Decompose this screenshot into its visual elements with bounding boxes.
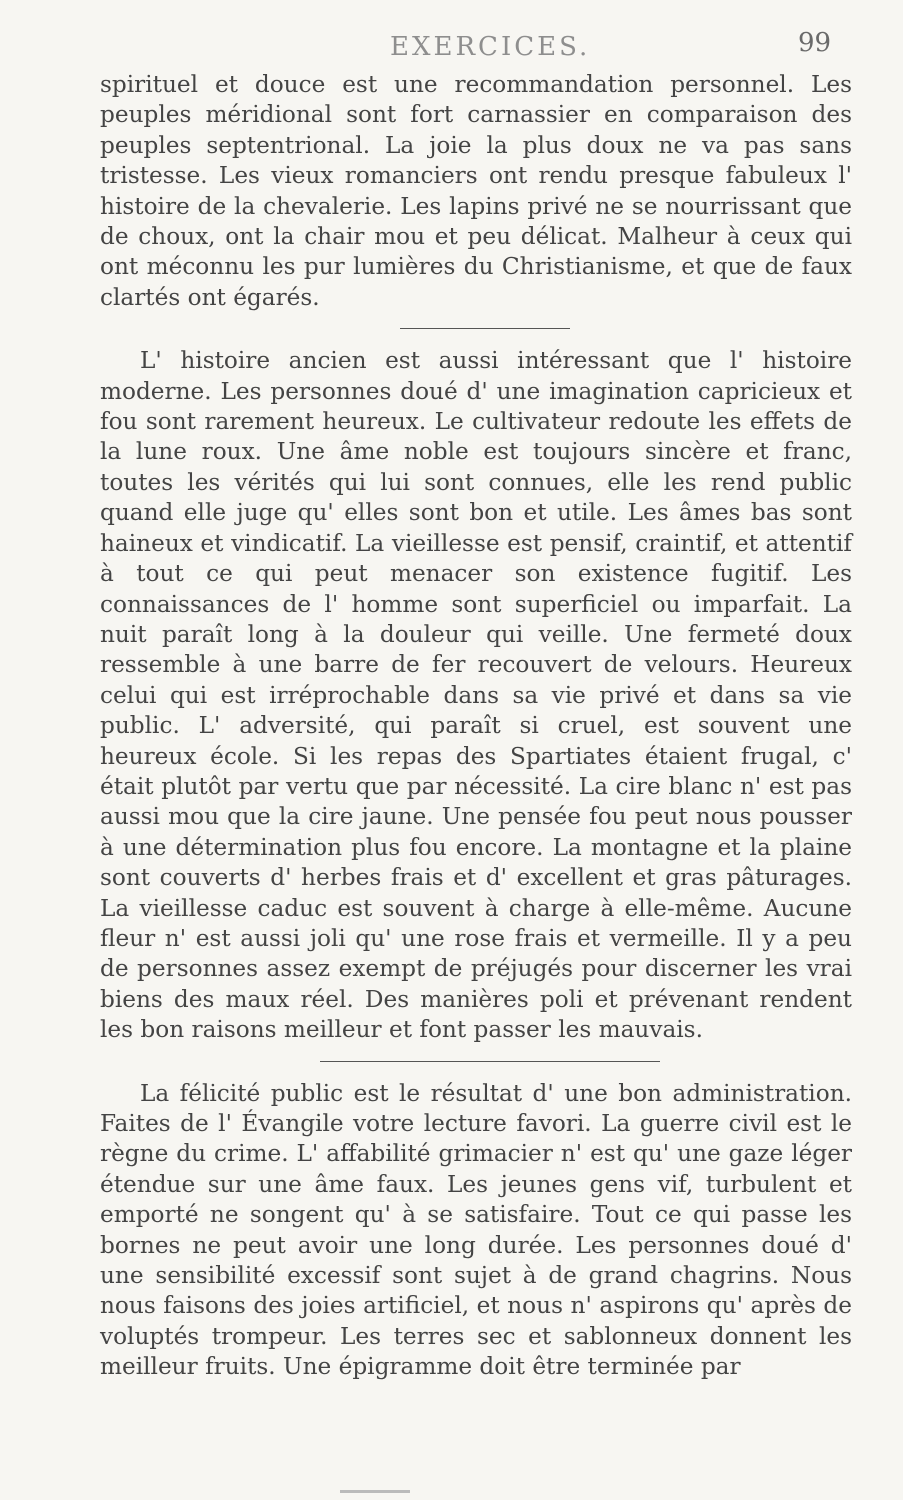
running-title: EXERCICES.	[390, 32, 591, 62]
page-number: 99	[798, 28, 832, 58]
paragraph-3: La félicité public est le résultat d' une bon administration. Faites de l' Évangile votre lecture favori. La guerre civil est le règne du crime. L' affabilité grimacier n' est qu' une gaze léger étendue sur une âme faux. Les jeunes gens vif, turbulent et emporté ne songent qu' à se satisfaire. Tout ce qui passe les bornes ne peut avoir une long durée. Les personnes doué d' une sensibilité excessif sont sujet à de grand chagrins. Nous nous faisons des joies artificiel, et nous n' aspirons qu' après de voluptés trompeur. Les terres sec et sablonneux donnent les meilleur fruits. Une épigramme doit être terminée par	[100, 1079, 852, 1381]
section-divider	[400, 328, 570, 329]
paragraph-1: spirituel et douce est une recommandation personnel. Les peuples méridional sont fort carnassier en comparaison des peuples septentrional. La joie la plus doux ne va pas sans tristesse. Les vieux romanciers ont rendu presque fabuleux l' histoire de la chevalerie. Les lapins privé ne se nourrissant que de choux, ont la chair mou et peu délicat. Malheur à ceux qui ont méconnu les pur lumières du Christianisme, et que de faux clartés ont égarés.	[100, 71, 852, 311]
footer-mark	[340, 1490, 410, 1493]
body-text	[100, 70, 852, 1383]
paragraph-2: L' histoire ancien est aussi intéressant que l' histoire moderne. Les personnes doué d' une imagination capricieux et fou sont rarement heureux. Le cultivateur redoute les effets de la lune roux. Une âme noble est toujours sincère et franc, toutes les vérités qui lui sont connues, elle les rend public quand elle juge qu' elles sont bon et utile. Les âmes bas sont haineux et vindicatif. La vieillesse est pensif, craintif, et attentif à tout ce qui peut menacer son existence fugitif. Les connaissances de l' homme sont superficiel ou imparfait. La nuit paraît long à la douleur qui veille. Une fermeté doux ressemble à une barre de fer recouvert de velours. Heureux celui qui est irréprochable dans sa vie privé et dans sa vie public. L' adversité, qui paraît si cruel, est souvent une heureux école. Si les repas des Spartiates étaient frugal, c' était plutôt par vertu que par nécessité. La cire blanc n' est pas aussi mou que la cire jaune. Une pensée fou peut nous pousser à une détermination plus fou encore. La montagne et la plaine sont couverts d' herbes frais et d' excellent et gras pâturages. La vieillesse caduc est souvent à charge à elle-même. Aucune fleur n' est aussi joli qu' une rose frais et vermeille. Il y a peu de personnes assez exempt de préjugés pour discerner les vrai biens des maux réel. Des manières poli et prévenant rendent les bon raisons meilleur et font passer les mauvais.	[100, 347, 852, 1044]
page-header	[0, 28, 903, 68]
section-divider	[320, 1061, 660, 1062]
